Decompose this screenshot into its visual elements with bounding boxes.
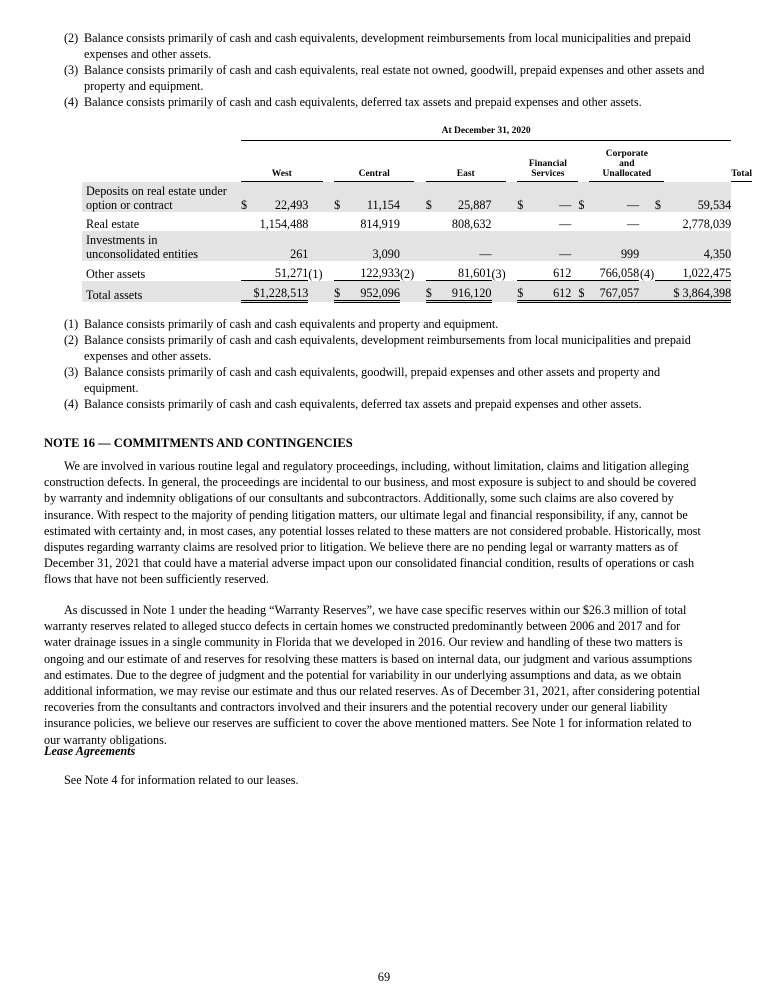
table-row: Other assets 51,271 (1) 122,933 (2) 81,601 (3) 612 766,058 (4) 1,022,475 <box>82 261 752 281</box>
footnote-bottom-2: (2) Balance consists primarily of cash and cash equivalents, development reimbursements from local municipalities and prepaid expenses and other assets. <box>64 333 691 363</box>
section-heading-note16: NOTE 16 — COMMITMENTS AND CONTINGENCIES <box>44 436 353 450</box>
footnote-top-4: (4) Balance consists primarily of cash and cash equivalents, deferred tax assets and prepaid expenses and other assets. <box>64 95 642 109</box>
footnote-top-2: (2) Balance consists primarily of cash and cash equivalents, development reimbursements from local municipalities and prepaid expenses and other assets. <box>64 31 691 61</box>
table-row: Deposits on real estate under option or contract $ 22,493 $ 11,154 $ 25,887 $ — $ — $ 59,534 <box>82 182 752 213</box>
col-header-total: Total <box>731 141 752 182</box>
page-number: 69 <box>377 970 391 984</box>
paragraph-warranty-reserves: As discussed in Note 1 under the heading “Warranty Reserves”, we have case specific reserves within our $26.3 million of total warranty reserves related to alleged stucco defects in certain homes we constructed predominantly between 2006 and 2017 and for water drainage issues in a single community in Florida that we developed in 2016. Our review and handling of these two matters is ongoing and our estimate of and reserves for resolving these matters is based on internal data, our judgment and various assumptions and estimates. Due to the degree of judgment and the potential for variability in our underlying assumptions and data, as we obtain additional information, we may revise our estimate and thus our related reserves. As of December 31, 2021, after considering potential recoveries from the consultants and contractors involved and their insurers and the potential recovery under our general liability insurance policies, we believe our reserves are sufficient to cover the above mentioned matters. See Note 1 for information related to our warranty obligations. <box>44 603 701 747</box>
table-row-total: Total assets $1,228,513 $ 952,096 $ 916,120 $ 612 $ 767,057 $ 3,864,398 <box>82 281 752 302</box>
footnote-top-3: (3) Balance consists primarily of cash and cash equivalents, real estate not owned, goodwill, prepaid expenses and other assets and property and equipment. <box>64 63 705 93</box>
segment-assets-table <box>82 124 752 303</box>
paragraph-leases: See Note 4 for information related to our leases. <box>64 773 299 787</box>
col-header-corporate: Corporate and Unallocated <box>589 141 664 182</box>
col-header-west: West <box>241 141 323 182</box>
paragraph-legal-proceedings: We are involved in various routine legal and regulatory proceedings, including, without limitation, claims and litigation alleging construction defects. In general, the proceedings are incidental to our business, and most exposure is subject to and should be covered by warranty and indemnity obligations of our consultants and subcontractors. Additionally, some such claims are also covered by insurance. With respect to the majority of pending litigation matters, our ultimate legal and financial responsibility, if any, cannot be estimated with certainty and, in most cases, any potential losses related to these matters are not considered probable. Historically, most disputes regarding warranty claims are resolved prior to litigation. We believe there are no pending legal or warranty matters as of December 31, 2021 that could have a material adverse impact upon our consolidated financial condition, results of operations or cash flows that have not been sufficiently reserved. <box>44 459 701 587</box>
footnote-bottom-1: (1) Balance consists primarily of cash and cash equivalents and property and equipment. <box>64 317 499 331</box>
col-header-east: East <box>426 141 506 182</box>
table-row: Investments in unconsolidated entities 261 3,090 — — 999 4,350 <box>82 231 752 261</box>
table-row: Real estate 1,154,488 814,919 808,632 — — 2,778,039 <box>86 217 732 231</box>
footnote-bottom-3: (3) Balance consists primarily of cash and cash equivalents, goodwill, prepaid expenses and other assets and property and equipment. <box>64 365 661 395</box>
col-header-central: Central <box>334 141 414 182</box>
table-period-header: At December 31, 2020 <box>241 124 731 141</box>
subheading-lease-agreements: Lease Agreements <box>44 744 136 758</box>
col-header-financial-services: Financial Services <box>517 141 578 182</box>
footnote-bottom-4: (4) Balance consists primarily of cash and cash equivalents, deferred tax assets and prepaid expenses and other assets. <box>64 397 642 411</box>
